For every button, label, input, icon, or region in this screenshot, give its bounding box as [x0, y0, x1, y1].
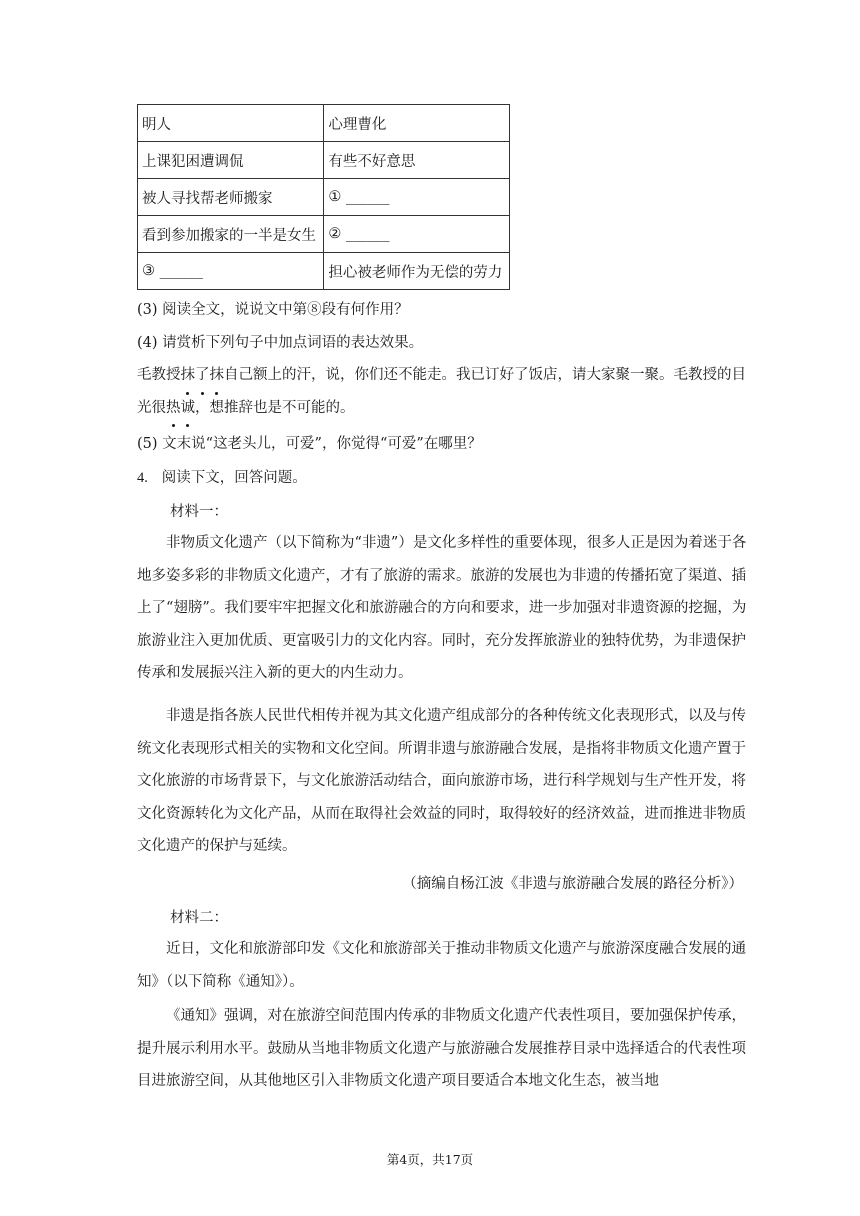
table-row: [138, 142, 510, 179]
section-4-heading: [137, 468, 307, 488]
material-2-paragraph-1: 近日，文化和旅游部印发《文化和旅游部关于推动非物质文化遗产与旅游深度融合发展的通知》（以下简称《通知》）。: [137, 941, 746, 990]
table-row: [138, 179, 510, 216]
table-cell: 担心被老师作为无偿的劳力: [324, 253, 510, 290]
table-cell: ① ______: [324, 179, 510, 216]
question-4-quote: [137, 359, 751, 424]
table-cell: 被人寻找帮老师搬家: [138, 179, 324, 216]
psychology-table: [137, 104, 510, 290]
page-footer: 第4页，共17页: [386, 1152, 474, 1167]
table-row: [138, 253, 510, 290]
table-cell: 看到参加搬家的一半是女生: [138, 216, 324, 253]
table-cell: 上课犯困遭调侃: [138, 142, 324, 179]
table-header-row: [138, 105, 510, 142]
material-2-label: 材料二：: [170, 910, 228, 926]
quote-text: 自己额上的汗，说，你们还不能走。我已订好了饭店，请大家聚一聚。毛教授的目光很: [137, 367, 746, 416]
quote-text: ，想推辞也是不可能的。: [195, 399, 355, 416]
material-1-paragraph-2: 非遗是指各族人民世代相传并视为其文化遗产组成部分的各种传统文化表现形式，以及与传统文化表现形式相关的实物和文化空间。所谓非遗与旅游融合发展，是指将非物质文化遗产置于文化旅游的市场背景下，与文化旅游活动结合，面向旅游市场，进行科学规划与生产性开发，将文化资源转化为文化产品，从而在取得社会效益的同时，取得较好的经济效益，进而推进非物质文化遗产的保护与延续。: [137, 708, 746, 854]
dotted-char: 抹: [210, 359, 225, 392]
question-number: 4.: [137, 470, 148, 486]
question-5: (5) 文末说“这老头儿，可爱”，你觉得“可爱”在哪里？: [137, 436, 482, 452]
question-4: (4) 请赏析下列句子中加点词语的表达效果。: [137, 335, 424, 351]
material-2-paragraph-2: 《通知》强调，对在旅游空间范围内传承的非物质文化遗产代表性项目，要加强保护传承，提升展示利用水平。鼓励从当地非物质文化遗产与旅游融合发展推荐目录中选择适合的代表性项目进旅游空间，从其他地区引入非物质文化遗产项目要适合本地文化生态，被当地: [137, 1008, 746, 1089]
material-1-paragraph-1: 非物质文化遗产（以下简称为“非遗”）是文化多样性的重要体现，很多人正是因为着迷于各地多姿多彩的非物质文化遗产，才有了旅游的需求。旅游的发展也为非遗的传播拓宽了渠道、插上了“翅膀”。我们要牢牢把握文化和旅游融合的方向和要求，进一步加强对非遗资源的挖掘，为旅游业注入更加优质、更富吸引力的文化内容。同时，充分发挥旅游业的独特优势，为非遗保护传承和发展振兴注入新的更大的内生动力。: [137, 535, 747, 681]
dotted-char: 热: [166, 392, 181, 425]
dotted-char: 诚: [181, 392, 196, 425]
section-4-instruction: 阅读下文，回答问题。: [161, 470, 307, 486]
dotted-char: 了: [195, 359, 210, 392]
dotted-char: 抹: [181, 359, 196, 392]
question-3: (3) 阅读全文，说说文中第⑧段有何作用？: [137, 302, 409, 318]
table-row: [138, 216, 510, 253]
table-cell: 有些不好意思: [324, 142, 510, 179]
quote-text: 毛教授: [137, 367, 181, 383]
table-cell: 明人: [138, 105, 324, 142]
table-cell: ③ ______: [138, 253, 324, 290]
material-1-label: 材料一：: [170, 504, 228, 520]
table-cell: 心理曹化: [324, 105, 510, 142]
table-cell: ② ______: [324, 216, 510, 253]
material-1-source: （摘编自杨江波《非遗与旅游融合发展的路径分析》）: [402, 876, 743, 892]
